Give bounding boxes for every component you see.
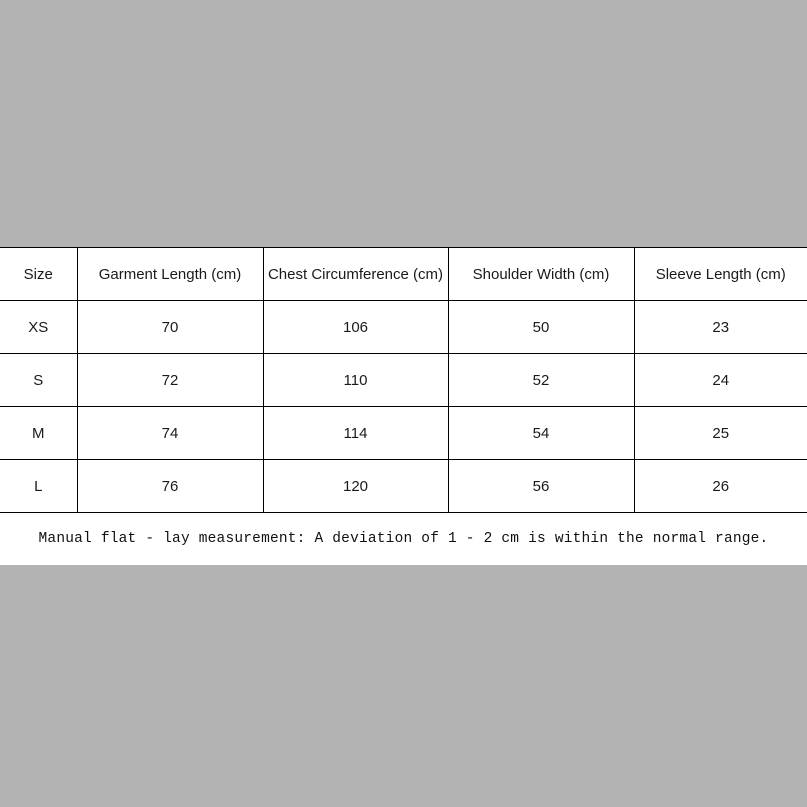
table-row [0,354,807,407]
cell-shoulder-width: 54 [448,407,634,460]
cell-size: XS [0,301,77,354]
table-header-row [0,248,807,301]
cell-chest-circumference: 114 [263,407,448,460]
cell-sleeve-length: 26 [634,460,807,513]
cell-shoulder-width: 50 [448,301,634,354]
column-header-sleeve-length: Sleeve Length (cm) [634,248,807,301]
table-row [0,407,807,460]
cell-size: L [0,460,77,513]
size-chart [0,247,807,565]
column-header-size: Size [0,248,77,301]
column-header-chest-circumference: Chest Circumference (cm) [263,248,448,301]
cell-shoulder-width: 52 [448,354,634,407]
cell-chest-circumference: 110 [263,354,448,407]
cell-sleeve-length: 25 [634,407,807,460]
cell-size: S [0,354,77,407]
table-row [0,301,807,354]
column-header-shoulder-width: Shoulder Width (cm) [448,248,634,301]
measurement-note: Manual flat - lay measurement: A deviation of 1 - 2 cm is within the normal range. [0,513,807,565]
cell-chest-circumference: 106 [263,301,448,354]
cell-garment-length: 74 [77,407,263,460]
cell-size: M [0,407,77,460]
cell-sleeve-length: 24 [634,354,807,407]
cell-shoulder-width: 56 [448,460,634,513]
cell-chest-circumference: 120 [263,460,448,513]
cell-sleeve-length: 23 [634,301,807,354]
table-row [0,460,807,513]
size-table [0,247,807,513]
cell-garment-length: 70 [77,301,263,354]
cell-garment-length: 72 [77,354,263,407]
cell-garment-length: 76 [77,460,263,513]
column-header-garment-length: Garment Length (cm) [77,248,263,301]
